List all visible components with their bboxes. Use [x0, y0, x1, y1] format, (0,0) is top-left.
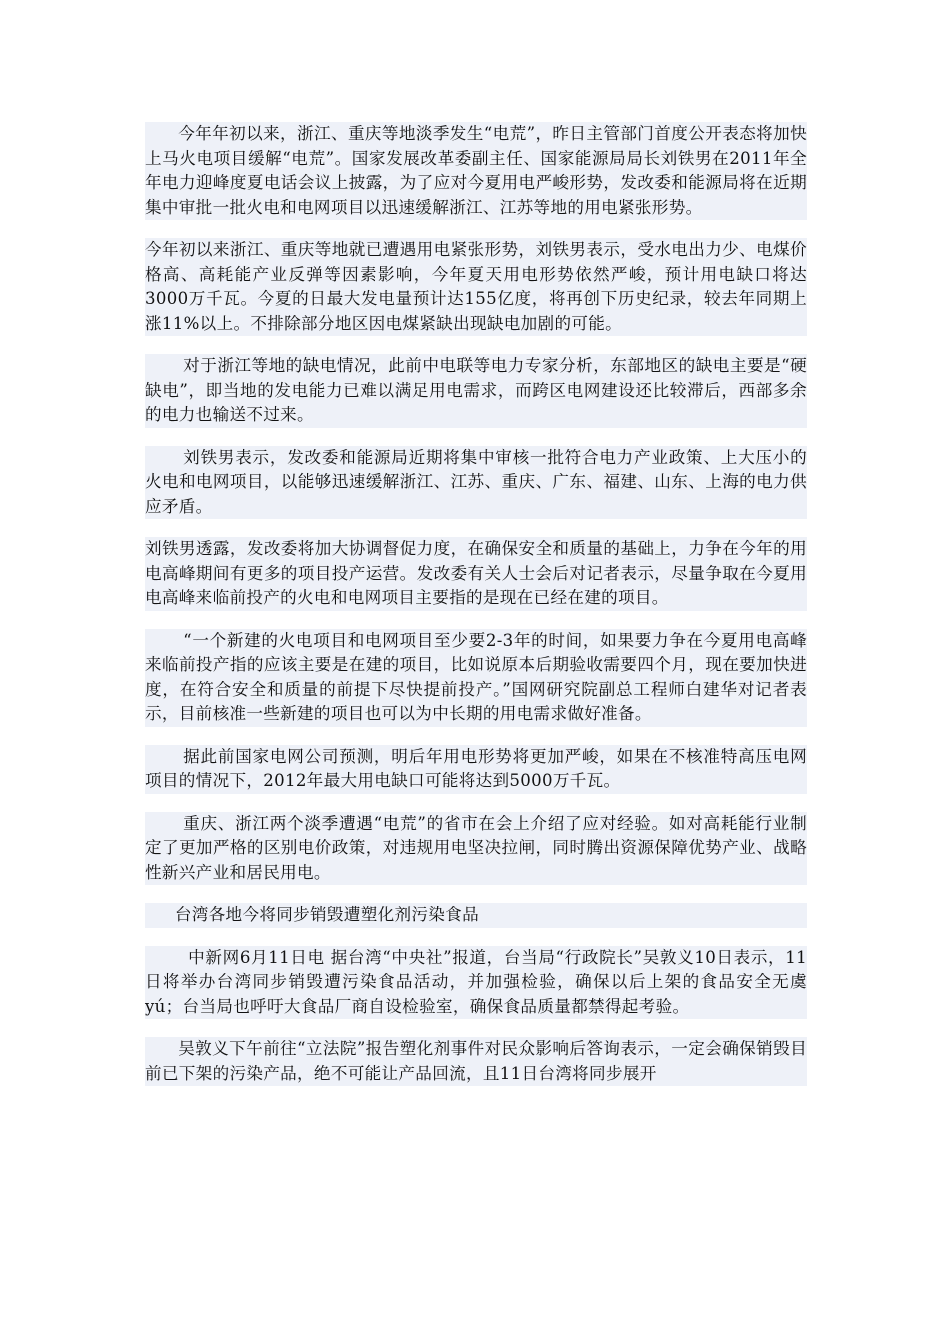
paragraph-2: 今年初以来浙江、重庆等地就已遭遇用电紧张形势，刘铁男表示，受水电出力少、电煤价格高、高耗能产业反弹等因素影响，今年夏天用电形势依然严峻，预计用电缺口将达3000万千瓦。今夏的日最大发电量预计达155亿度，将再创下历史纪录，较去年同期上涨11%以上。不排除部分地区因电煤紧缺出现缺电加剧的可能。 [145, 238, 807, 336]
paragraph-1: 今年年初以来，浙江、重庆等地淡季发生“电荒”，昨日主管部门首度公开表态将加快上马火电项目缓解“电荒”。国家发展改革委副主任、国家能源局局长刘铁男在2011年全年电力迎峰度夏电话会议上披露，为了应对今夏用电严峻形势，发改委和能源局将在近期集中审批一批火电和电网项目以迅速缓解浙江、江苏等地的用电紧张形势。 [145, 122, 807, 220]
paragraph-5: 刘铁男透露，发改委将加大协调督促力度，在确保安全和质量的基础上，力争在今年的用电高峰期间有更多的项目投产运营。发改委有关人士会后对记者表示，尽量争取在今夏用电高峰来临前投产的火电和电网项目主要指的是现在已经在建的项目。 [145, 537, 807, 611]
second-paragraph-1: 中新网6月11日电 据台湾“中央社”报道，台当局“行政院长”吴敦义10日表示，11日将举办台湾同步销毁遭污染食品活动，并加强检验，确保以后上架的食品安全无虞yú；台当局也呼吁大食品厂商自设检验室，确保食品质量都禁得起考验。 [145, 946, 807, 1020]
second-paragraph-2: 吴敦义下午前往“立法院”报告塑化剂事件对民众影响后答询表示，一定会确保销毁目前已下架的污染产品，绝不可能让产品回流，且11日台湾将同步展开 [145, 1037, 807, 1086]
second-article-title: 台湾各地今将同步销毁遭塑化剂污染食品 [145, 903, 807, 928]
paragraph-6: “一个新建的火电项目和电网项目至少要2-3年的时间，如果要力争在今夏用电高峰来临前投产指的应该主要是在建的项目，比如说原本后期验收需要四个月，现在要加快进度，在符合安全和质量的前提下尽快提前投产。”国网研究院副总工程师白建华对记者表示，目前核准一些新建的项目也可以为中长期的用电需求做好准备。 [145, 629, 807, 727]
paragraph-3: 对于浙江等地的缺电情况，此前中电联等电力专家分析，东部地区的缺电主要是“硬缺电”，即当地的发电能力已难以满足用电需求，而跨区电网建设还比较滞后，西部多余的电力也输送不过来。 [145, 354, 807, 428]
paragraph-7: 据此前国家电网公司预测，明后年用电形势将更加严峻，如果在不核准特高压电网项目的情况下，2012年最大用电缺口可能将达到5000万千瓦。 [145, 745, 807, 794]
article-body [145, 122, 807, 1104]
paragraph-4: 刘铁男表示，发改委和能源局近期将集中审核一批符合电力产业政策、上大压小的火电和电网项目，以能够迅速缓解浙江、江苏、重庆、广东、福建、山东、上海的电力供应矛盾。 [145, 446, 807, 520]
paragraph-8: 重庆、浙江两个淡季遭遇“电荒”的省市在会上介绍了应对经验。如对高耗能行业制定了更加严格的区别电价政策，对违规用电坚决拉闸，同时腾出资源保障优势产业、战略性新兴产业和居民用电。 [145, 812, 807, 886]
